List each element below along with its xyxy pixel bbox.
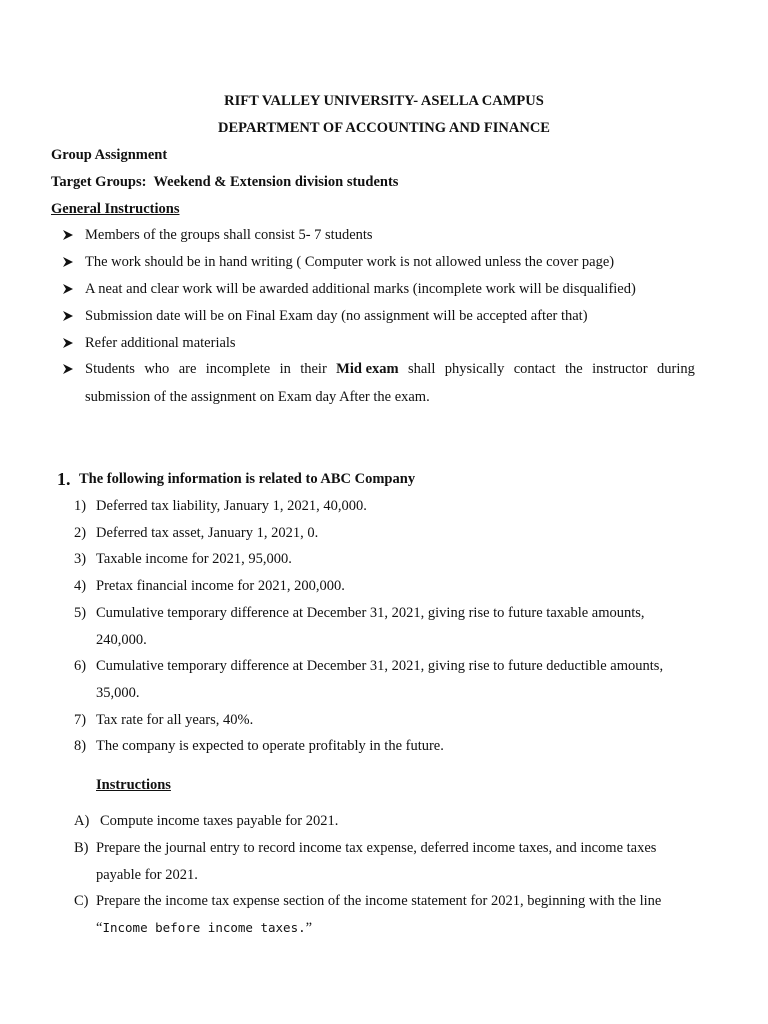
instruction-continuation: submission of the assignment on Exam day After the exam. xyxy=(85,389,430,405)
target-groups-value: Weekend & Extension division students xyxy=(153,174,399,190)
instruction-item: A neat and clear work will be awarded additional marks (incomplete work will be disqualified) xyxy=(85,281,636,297)
task-label: B) xyxy=(74,840,89,856)
question-item-continuation: 240,000. xyxy=(96,632,147,648)
word: physically xyxy=(444,361,505,377)
instruction-item: Refer additional materials xyxy=(85,335,236,351)
target-groups-label: Target Groups: xyxy=(51,174,147,190)
item-number: 3) xyxy=(74,551,87,567)
task-label: A) xyxy=(74,813,90,829)
arrow-bullet-icon xyxy=(62,253,76,271)
item-number: 1) xyxy=(74,498,87,514)
open-quote: “ xyxy=(96,920,103,936)
item-number: 8) xyxy=(74,738,87,754)
item-number: 4) xyxy=(74,578,87,594)
question-item-continuation: 35,000. xyxy=(96,685,140,701)
instruction-item-justified xyxy=(85,360,695,378)
task-continuation: payable for 2021. xyxy=(96,867,198,883)
word: their xyxy=(300,361,327,377)
task-label: C) xyxy=(74,893,89,909)
item-number: 6) xyxy=(74,658,87,674)
task-continuation xyxy=(96,919,312,937)
question-number: 1. xyxy=(57,469,71,489)
department-title: DEPARTMENT OF ACCOUNTING AND FINANCE xyxy=(218,120,550,136)
question-item: Deferred tax asset, January 1, 2021, 0. xyxy=(96,525,319,541)
word: incomplete xyxy=(205,361,271,377)
instruction-item: The work should be in hand writing ( Computer work is not allowed unless the cover page) xyxy=(85,254,615,270)
instruction-item: Submission date will be on Final Exam day (no assignment will be accepted after that) xyxy=(85,308,588,324)
item-number: 5) xyxy=(74,605,87,621)
arrow-bullet-icon xyxy=(62,280,76,298)
question-item: Deferred tax liability, January 1, 2021, 40,000. xyxy=(96,498,367,514)
instructions-heading: Instructions xyxy=(96,777,171,793)
mid-exam-emphasis: Mid exam xyxy=(336,361,399,377)
question-item: Tax rate for all years, 40%. xyxy=(96,712,254,728)
instruction-item: Members of the groups shall consist 5- 7 students xyxy=(85,227,373,243)
word: the xyxy=(564,361,583,377)
question-heading: The following information is related to ABC Company xyxy=(79,471,416,487)
word: contact xyxy=(513,361,556,377)
task-text: Prepare the income tax expense section of the income statement for 2021, beginning with the line xyxy=(96,893,662,909)
question-item: Taxable income for 2021, 95,000. xyxy=(96,551,292,567)
item-number: 2) xyxy=(74,525,87,541)
arrow-bullet-icon xyxy=(62,226,76,244)
general-instructions-heading: General Instructions xyxy=(51,201,180,217)
word: during xyxy=(657,361,695,377)
word: Students xyxy=(85,361,135,377)
arrow-bullet-icon xyxy=(62,334,76,352)
assignment-title: Group Assignment xyxy=(51,147,168,163)
task-text: Compute income taxes payable for 2021. xyxy=(100,813,339,829)
target-groups xyxy=(51,173,398,191)
word: in xyxy=(279,361,291,377)
close-quote: ” xyxy=(305,920,313,936)
word: who xyxy=(144,361,170,377)
question-item: Cumulative temporary difference at December 31, 2021, giving rise to future taxable amounts, xyxy=(96,605,645,621)
arrow-bullet-icon xyxy=(62,307,76,325)
question-item: Cumulative temporary difference at December 31, 2021, giving rise to future deductible amounts, xyxy=(96,658,664,674)
item-number: 7) xyxy=(74,712,87,728)
word: instructor xyxy=(592,361,648,377)
arrow-bullet-icon xyxy=(62,360,76,378)
university-title: RIFT VALLEY UNIVERSITY- ASELLA CAMPUS xyxy=(224,93,544,109)
question-item: Pretax financial income for 2021, 200,000. xyxy=(96,578,345,594)
word: shall xyxy=(407,361,436,377)
task-text: Prepare the journal entry to record income tax expense, deferred income taxes, and income taxes xyxy=(96,840,657,856)
word: are xyxy=(178,361,197,377)
quoted-line-label: Income before income taxes. xyxy=(102,920,306,935)
question-item: The company is expected to operate profitably in the future. xyxy=(96,738,444,754)
